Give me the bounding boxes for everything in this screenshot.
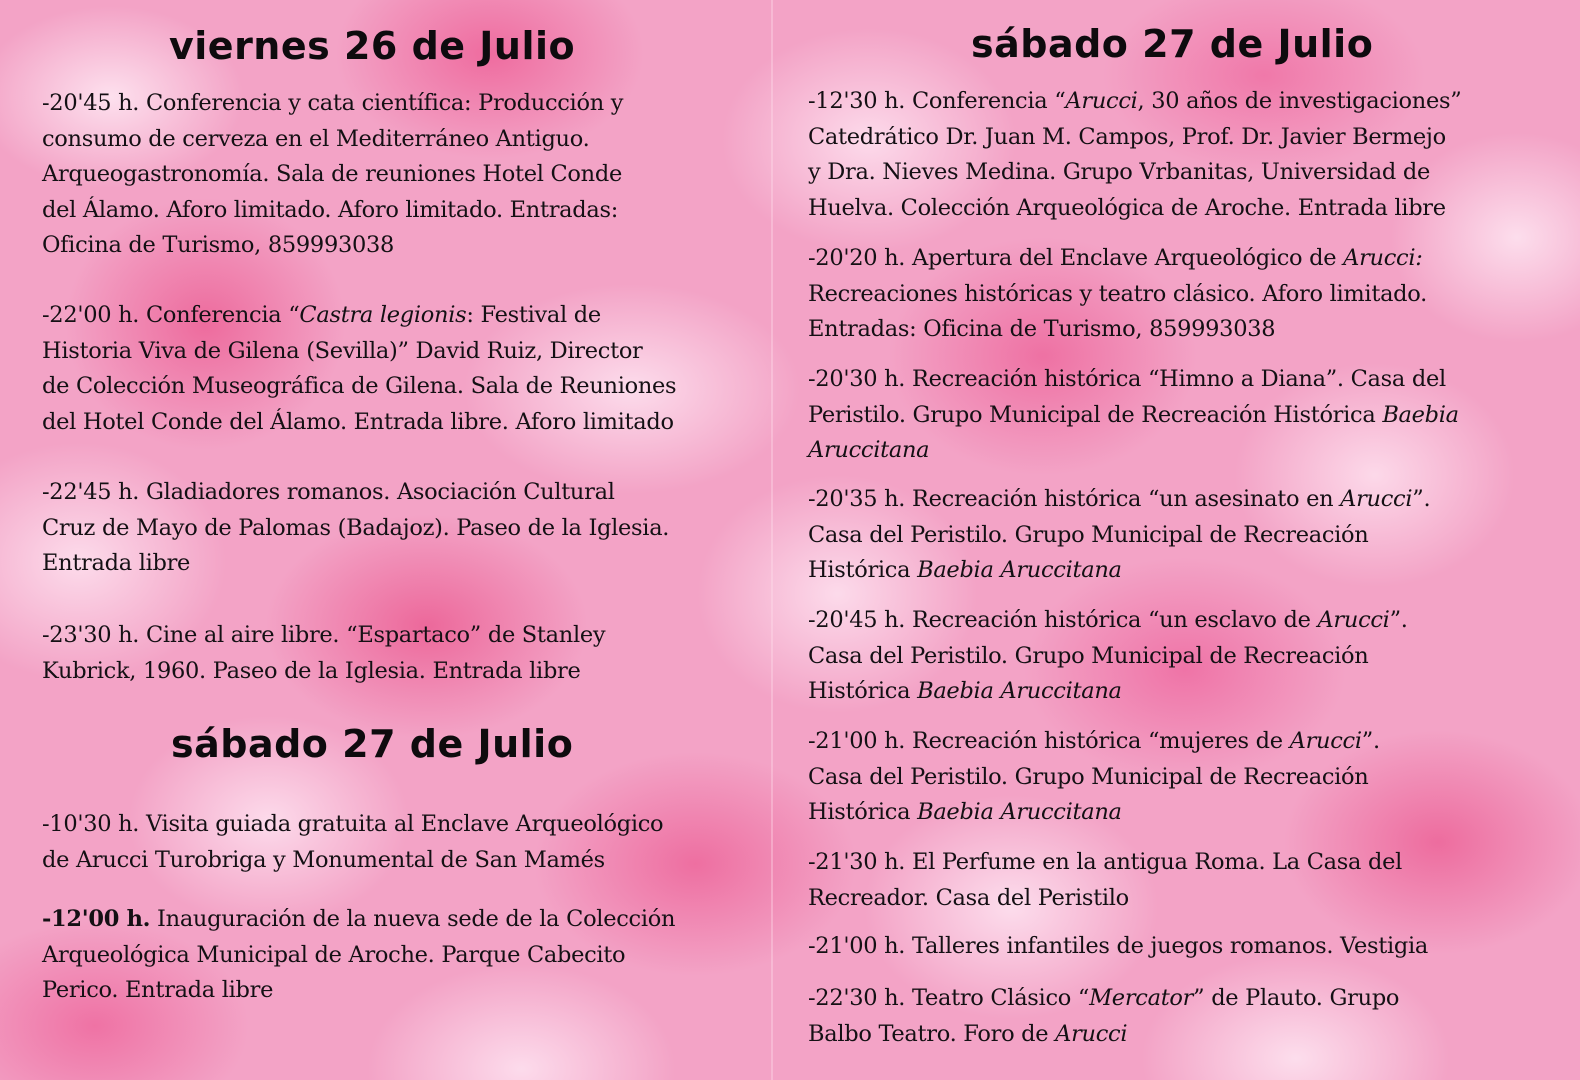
- place-italic: Arucci: [1289, 728, 1362, 754]
- event-saturday-2020: [808, 241, 1427, 348]
- event-time-bold: -12'00 h.: [42, 906, 151, 932]
- group-italic: Baebia: [1382, 401, 1459, 428]
- event-saturday-1030: [42, 807, 663, 878]
- event-line: de Colección Museográfica de Gilena. Sala de Reuniones: [42, 373, 677, 399]
- event-saturday-2035: [808, 482, 1430, 589]
- group-italic: Aruccitana: [808, 437, 930, 463]
- event-friday-2330: [42, 618, 605, 689]
- event-line: del Álamo. Aforo limitado. Aforo limitado. Entradas:: [42, 196, 619, 223]
- event-line: [808, 433, 1459, 469]
- event-line: -20'45 h. Conferencia y cata científica: Producción y: [42, 90, 624, 116]
- event-saturday-2100-women: [808, 724, 1380, 831]
- right-column: [808, 0, 1548, 1080]
- event-line: Oficina de Turismo, 859993038: [42, 232, 395, 258]
- group-italic: Baebia Aruccitana: [917, 799, 1122, 825]
- event-saturday-1200: [42, 902, 675, 1009]
- event-saturday-2030: [808, 362, 1459, 469]
- event-line: Arqueogastronomía. Sala de reuniones Hotel Conde: [42, 161, 622, 187]
- event-line: Histórica Baebia Aruccitana: [808, 557, 1122, 583]
- event-line: Recreaciones históricas y teatro clásico. Aforo limitado.: [808, 280, 1427, 307]
- event-line: Cruz de Mayo de Palomas (Badajoz). Paseo de la Iglesia.: [42, 514, 670, 541]
- event-line: -12'30 h. Conferencia “Arucci, 30 años de investigaciones”: [808, 88, 1462, 114]
- group-italic: Baebia Aruccitana: [917, 557, 1122, 583]
- event-line: Kubrick, 1960. Paseo de la Iglesia. Entrada libre: [42, 657, 581, 684]
- event-line: -21'00 h. Talleres infantiles de juegos romanos. Vestigia: [808, 933, 1428, 959]
- event-line: Entradas: Oficina de Turismo, 859993038: [808, 316, 1276, 342]
- event-line: Casa del Peristilo. Grupo Municipal de Recreación: [808, 521, 1369, 548]
- event-friday-2045: [42, 86, 623, 264]
- place-italic: Arucci: [1055, 1020, 1128, 1047]
- event-line: Perico. Entrada libre: [42, 977, 274, 1003]
- heading-saturday-27-right: sábado 27 de Julio: [971, 22, 1374, 66]
- place-italic: Arucci: [1340, 486, 1413, 512]
- place-italic: Arucci:: [1343, 245, 1423, 271]
- play-title-italic: Mercator: [1089, 985, 1194, 1011]
- heading-saturday-27-left: sábado 27 de Julio: [171, 722, 574, 766]
- event-line: Recreador. Casa del Peristilo: [808, 884, 1129, 911]
- event-line: Huelva. Colección Arqueológica de Aroche. Entrada libre: [808, 194, 1446, 221]
- event-line: -21'00 h. Recreación histórica “mujeres de Arucci”.: [808, 728, 1380, 754]
- event-line: -21'30 h. El Perfume en la antigua Roma. La Casa del: [808, 849, 1403, 875]
- event-saturday-2230: [808, 981, 1399, 1052]
- event-line: Arqueológica Municipal de Aroche. Parque Cabecito: [42, 941, 626, 968]
- event-saturday-2100-workshops: [808, 929, 1428, 965]
- event-line: Balbo Teatro. Foro de Arucci: [808, 1020, 1128, 1047]
- event-line: -20'45 h. Recreación histórica “un esclavo de Arucci”.: [808, 607, 1408, 633]
- event-line: Catedrático Dr. Juan M. Campos, Prof. Dr. Javier Bermejo: [808, 123, 1446, 150]
- event-line: -10'30 h. Visita guiada gratuita al Enclave Arqueológico: [42, 811, 664, 837]
- event-line: Histórica Baebia Aruccitana: [808, 799, 1122, 825]
- event-line: Historia Viva de Gilena (Sevilla)” David Ruiz, Director: [42, 337, 643, 364]
- event-friday-2245: [42, 475, 669, 582]
- event-line: -20'30 h. Recreación histórica “Himno a Diana”. Casa del: [808, 366, 1446, 392]
- event-line: -12'00 h. Inauguración de la nueva sede de la Colección: [42, 906, 676, 932]
- event-line: y Dra. Nieves Medina. Grupo Vrbanitas, Universidad de: [808, 159, 1430, 185]
- event-saturday-1230: [808, 84, 1461, 226]
- event-line: de Arucci Turobriga y Monumental de San Mamés: [42, 846, 605, 873]
- event-line: del Hotel Conde del Álamo. Entrada libre. Aforo limitado: [42, 408, 674, 435]
- event-line: -20'35 h. Recreación histórica “un asesinato en Arucci”.: [808, 486, 1431, 512]
- place-italic: Arucci: [1065, 88, 1138, 114]
- event-line: Casa del Peristilo. Grupo Municipal de Recreación: [808, 642, 1369, 669]
- event-line: -23'30 h. Cine al aire libre. “Espartaco” de Stanley: [42, 622, 606, 648]
- left-column: [42, 0, 772, 1080]
- place-italic: Arucci: [1317, 607, 1390, 633]
- event-line: -20'20 h. Apertura del Enclave Arqueológico de Arucci:: [808, 245, 1423, 271]
- group-italic: Baebia Aruccitana: [917, 678, 1122, 704]
- event-line: Peristilo. Grupo Municipal de Recreación Histórica Baebia: [808, 401, 1459, 428]
- event-line: -22'30 h. Teatro Clásico “Mercator” de Plauto. Grupo: [808, 985, 1400, 1011]
- event-line: consumo de cerveza en el Mediterráneo Antiguo.: [42, 125, 590, 152]
- event-line: Entrada libre: [42, 550, 191, 576]
- event-saturday-2130: [808, 845, 1402, 916]
- event-line: Histórica Baebia Aruccitana: [808, 678, 1122, 704]
- heading-friday-26: viernes 26 de Julio: [169, 24, 576, 68]
- event-friday-2200: [42, 298, 676, 440]
- event-title-italic: Castra legionis: [299, 302, 467, 328]
- event-saturday-2045: [808, 603, 1408, 710]
- event-line: Casa del Peristilo. Grupo Municipal de Recreación: [808, 763, 1369, 790]
- event-line: -22'00 h. Conferencia “Castra legionis: Festival de: [42, 302, 601, 328]
- event-line: -22'45 h. Gladiadores romanos. Asociación Cultural: [42, 479, 615, 505]
